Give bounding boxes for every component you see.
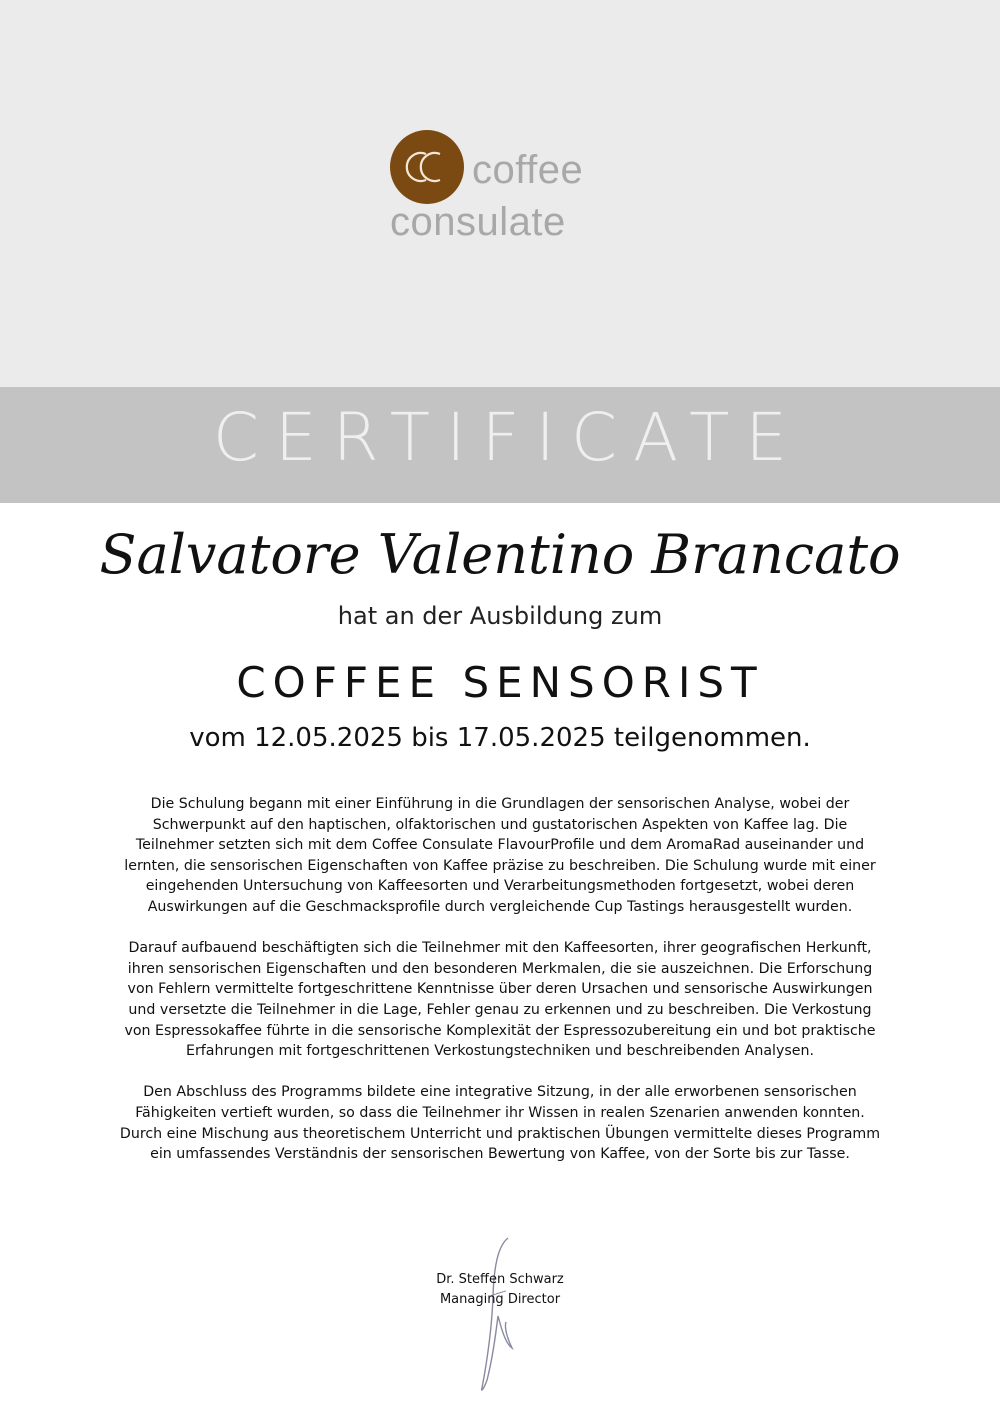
recipient-name: Salvatore Valentino Brancato xyxy=(99,523,901,586)
date-line: vom 12.05.2025 bis 17.05.2025 teilgenommen. xyxy=(189,723,811,753)
cc-monogram-icon xyxy=(390,130,464,204)
coffee-consulate-logo xyxy=(390,130,620,242)
signatory-name: Dr. Steffen Schwarz xyxy=(436,1272,564,1287)
certificate-body xyxy=(115,794,885,1185)
body-paragraph: Die Schulung begann mit einer Einführung in die Grundlagen der sensorischen Analyse, wobei der Schwerpunkt auf den haptischen, olfaktorischen und gustatorischen Aspekten von Kaffee lag. Die Teilnehmer setzten sich mit dem Coffee Consulate FlavourProfile und dem AromaRad auseinander und lernten, die sensorischen Eigenschaften von Kaffee präzise zu beschreiben. Die Schulung wurde mit einer eingehenden Untersuchung von Kaffeesorten und Verarbeitungsmethoden fortgesetzt, wobei deren Auswirkungen auf die Geschmacksprofile durch vergleichende Cup Tastings herausgestellt wurden. xyxy=(124,796,876,915)
logo-text-coffee: coffee xyxy=(472,148,584,192)
course-name: COFFEE SENSORIST xyxy=(236,658,764,707)
intro-line: hat an der Ausbildung zum xyxy=(337,602,663,630)
signatory-title: Managing Director xyxy=(439,1292,561,1307)
handwritten-signature-icon xyxy=(468,1236,528,1396)
body-paragraph: Den Abschluss des Programms bildete eine integrative Sitzung, in der alle erworbenen sensorischen Fähigkeiten vertieft wurden, so dass die Teilnehmer ihr Wissen in realen Szenarien anwenden konnten. Durch eine Mischung aus theoretischem Unterricht und praktischen Übungen vermittelte dieses Programm ein umfassendes Verständnis der sensorischen Bewertung von Kaffee, von der Sorte bis zur Tasse. xyxy=(119,1084,881,1163)
signatory-block xyxy=(400,1270,600,1310)
logo-text-consulate: consulate xyxy=(390,200,566,244)
certificate-title: CERTIFICATE xyxy=(212,399,804,476)
body-paragraph: Darauf aufbauend beschäftigten sich die Teilnehmer mit den Kaffeesorten, ihrer geografischen Herkunft, ihren sensorischen Eigenschaften und den besonderen Merkmalen, die sie auszeichnen. Die Erforschung von Fehlern vermittelte fortgeschrittene Kenntnisse über deren Ursachen und sensorische Auswirkungen und versetzte die Teilnehmer in die Lage, Fehler genau zu erkennen und zu beschreiben. Die Verkostung von Espressokaffee führte in die sensorische Komplexität der Espressozubereitung ein und bot praktische Erfahrungen mit fortgeschrittenen Verkostungstechniken und beschreibenden Analysen. xyxy=(124,940,876,1060)
